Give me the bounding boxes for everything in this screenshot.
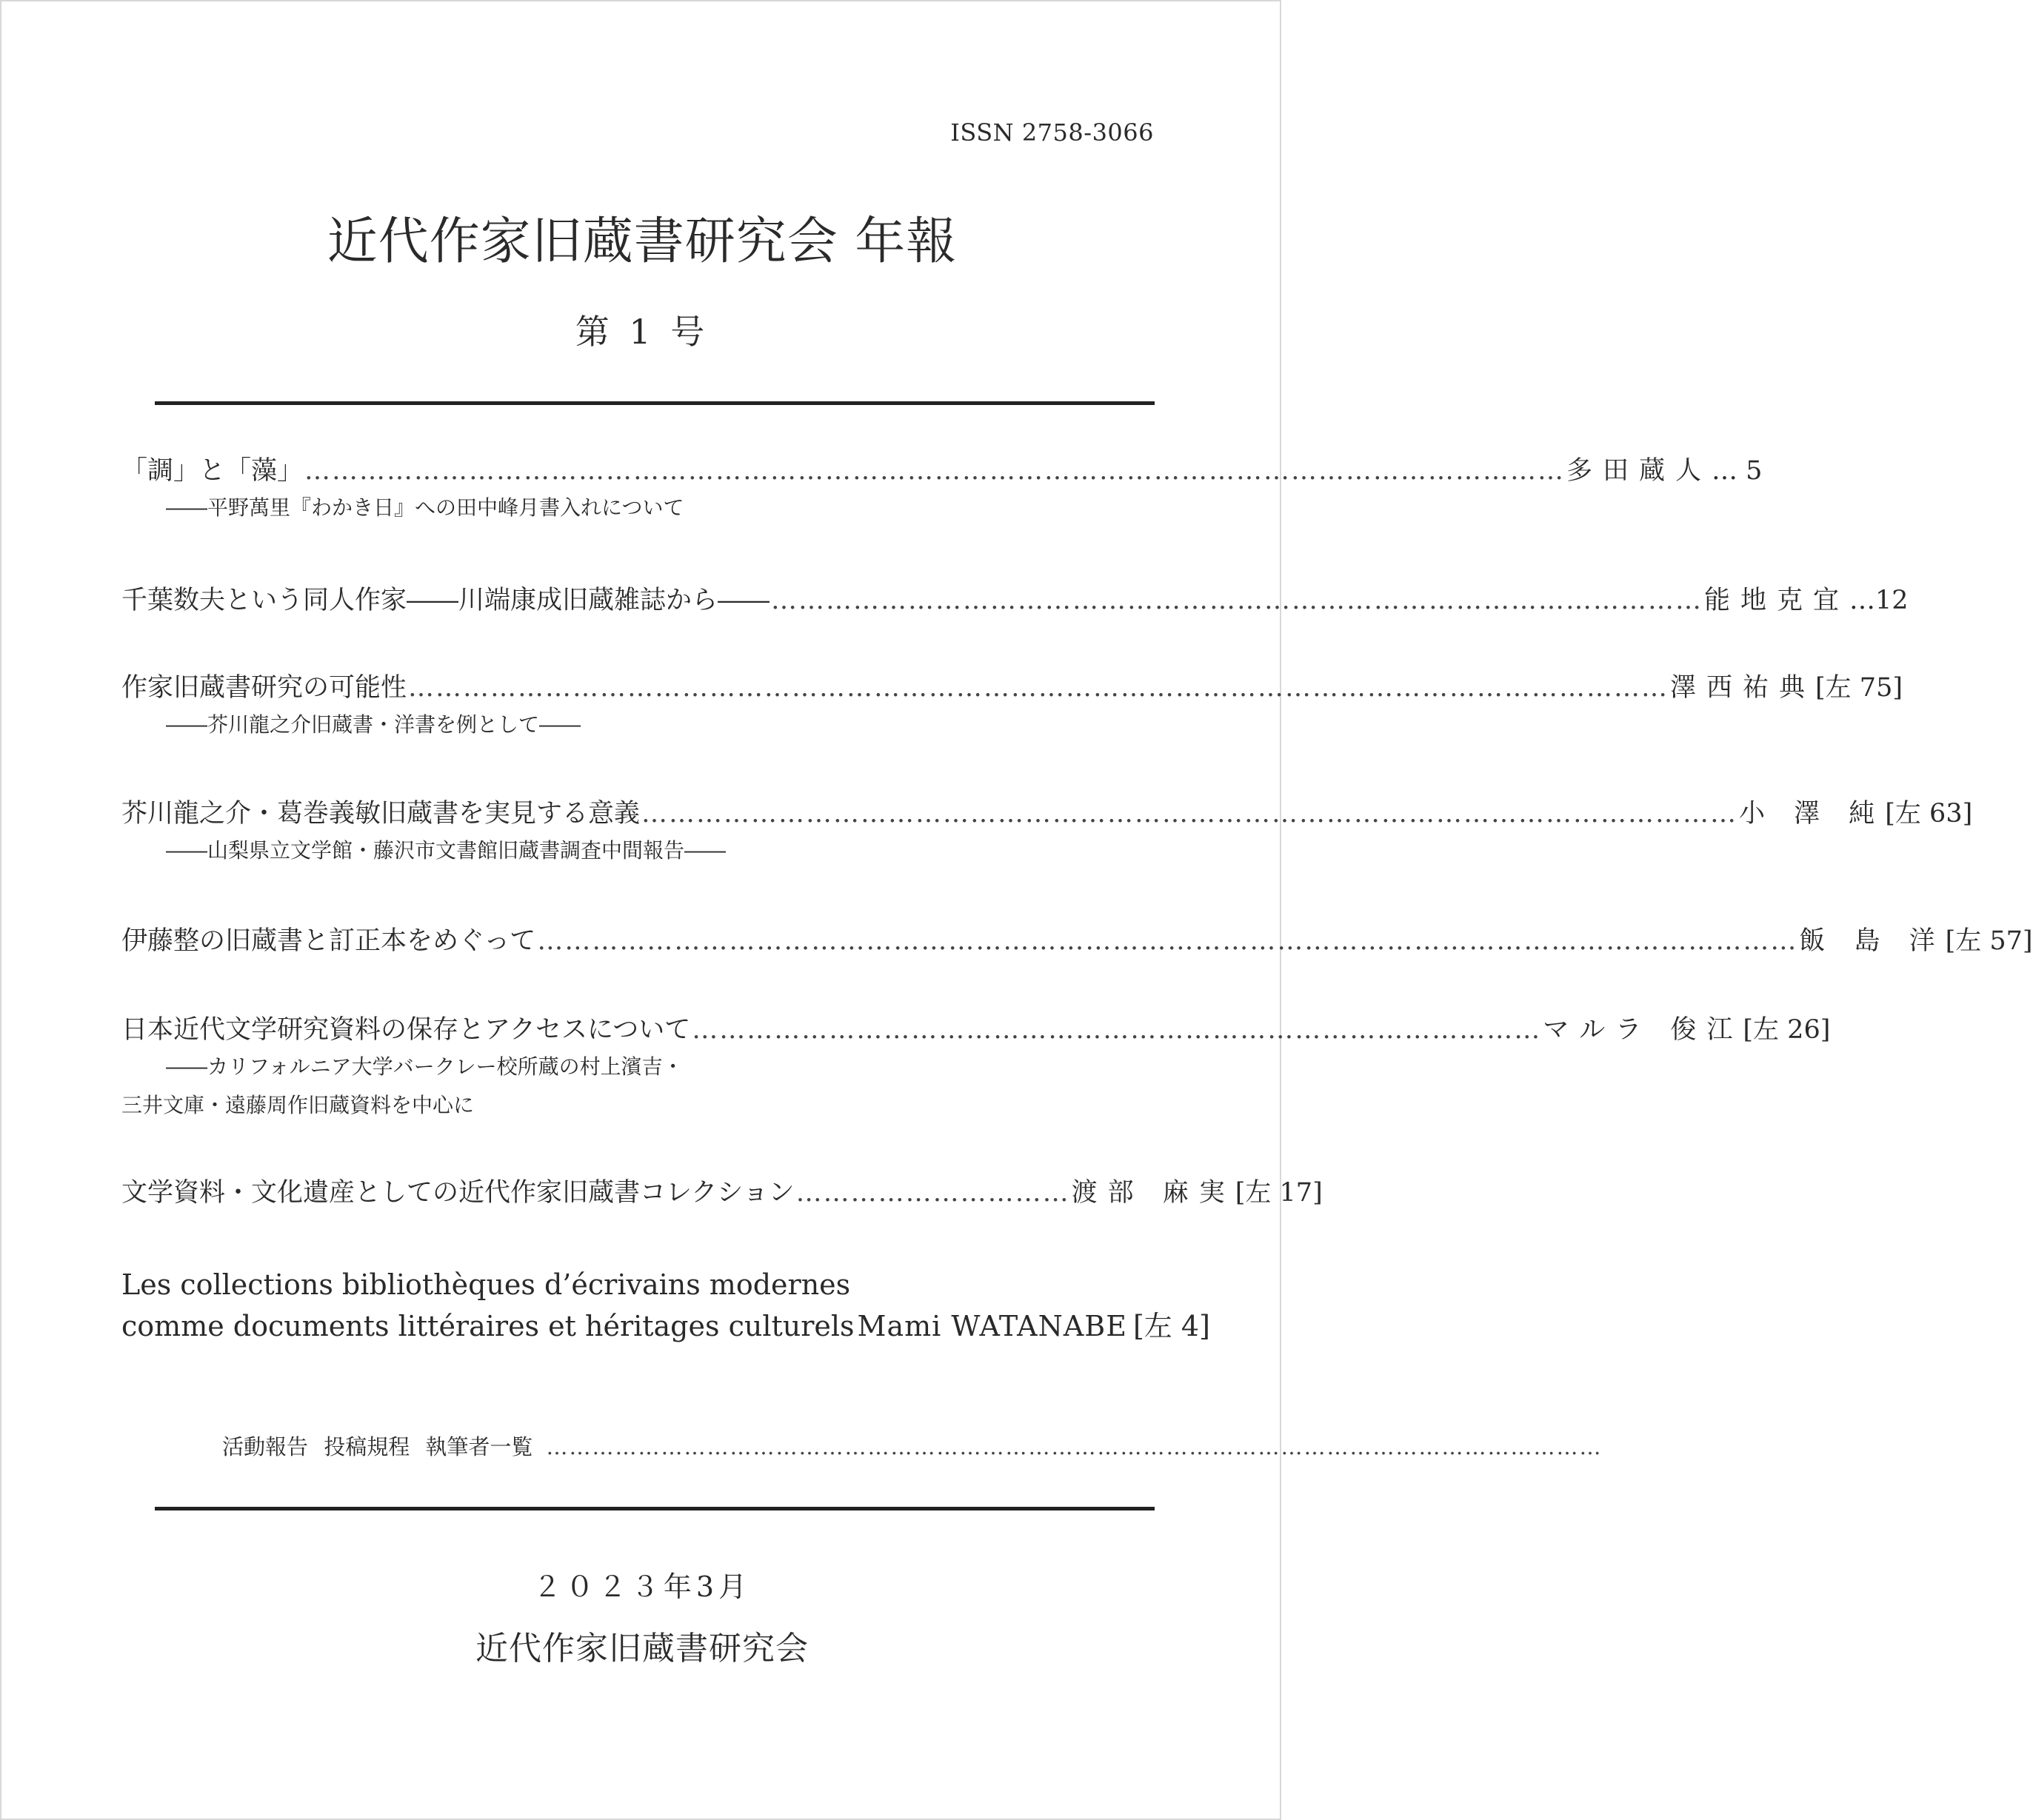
toc-entry-author: 能地克宜 — [1704, 586, 1850, 615]
toc-entry[interactable] — [121, 583, 1909, 618]
leader-dots: ………………………………………………………………………………………………………………………… — [408, 673, 1669, 703]
toc-entry-subtitle: ――芥川龍之介旧蔵書・洋書を例として―― — [166, 712, 581, 737]
toc-entry-author: マルラ 俊江 — [1543, 1015, 1743, 1045]
top-divider — [155, 401, 1155, 405]
toc-entry-page: [左 17] — [1235, 1178, 1323, 1208]
toc-entry-title: 「調」と「藻」 — [121, 456, 304, 486]
toc-entry-page: [左 75] — [1815, 673, 1903, 703]
toc-entry-author: Mami WATANABE — [857, 1310, 1127, 1342]
toc-entry-page: [左 26] — [1743, 1015, 1831, 1045]
toc-entry-title: 千葉数夫という同人作家――川端康成旧蔵雑誌から―― — [121, 586, 770, 615]
toc-entry-title: 芥川龍之介・葛巻義敏旧蔵書を実見する意義 — [121, 799, 641, 829]
leader-dots: ………………………… — [795, 1178, 1070, 1208]
toc-entry-subtitle: ――平野萬里『わかき日』への田中峰月書入れについて — [166, 495, 684, 520]
toc-entry-author: 多田蔵人 — [1566, 456, 1712, 486]
toc-entry-title: 文学資料・文化遺産としての近代作家旧蔵書コレクション — [121, 1178, 795, 1208]
publisher-name: 近代作家旧蔵書研究会 — [475, 1630, 809, 1667]
toc-entry-page: [左 63] — [1885, 799, 1973, 829]
misc-sections[interactable] — [222, 1431, 1603, 1461]
toc-entry[interactable] — [121, 1012, 1831, 1125]
leader-dots: ………………………………………………………………………………… — [692, 1015, 1542, 1045]
toc-entry[interactable] — [121, 923, 2033, 959]
toc-entry[interactable] — [121, 453, 1763, 527]
toc-entry-title: 伊藤整の旧蔵書と訂正本をめぐって — [121, 926, 536, 956]
toc-entry-author: 澤西祐典 — [1670, 673, 1816, 703]
leader-dots: ………………………………………………………………………………………………………………………… — [537, 926, 1798, 956]
toc-entry[interactable] — [121, 796, 1973, 870]
toc-entry-title: 日本近代文学研究資料の保存とアクセスについて — [121, 1015, 691, 1045]
toc-entry-title: 作家旧蔵書研究の可能性 — [121, 673, 407, 703]
toc-entry-page: …12 — [1849, 586, 1909, 615]
leader-dots: ………………………………………………………………………………………………………………………… — [546, 1434, 1603, 1459]
bottom-divider — [155, 1507, 1155, 1510]
toc-entry-page: [左 4] — [1132, 1310, 1210, 1342]
toc-entry-title: Les collections bibliothèques d’écrivains modernes — [121, 1268, 851, 1301]
toc-entry-author: 飯 島 洋 — [1799, 926, 1946, 956]
issn: ISSN 2758-3066 — [950, 118, 1154, 147]
publication-date: ２０２３年3月 — [533, 1570, 752, 1603]
journal-title: 近代作家旧蔵書研究会 年報 — [327, 213, 958, 271]
toc-entry-page: … 5 — [1712, 456, 1763, 486]
toc-entry[interactable] — [121, 670, 1903, 744]
leader-dots: ………………………………………………………………………………………………………… — [641, 799, 1738, 829]
toc-entry[interactable] — [121, 1175, 1323, 1211]
toc-entry-author: 渡部 麻実 — [1071, 1178, 1235, 1208]
leader-dots: ………………………………………………………………………………………………………………………… — [304, 456, 1566, 486]
toc-entry-subtitle: ――山梨県立文学館・藤沢市文書館旧蔵書調査中間報告―― — [166, 838, 727, 863]
toc-entry-title: comme documents littéraires et héritages culturels — [121, 1310, 855, 1342]
misc-sections-label: 活動報告 投稿規程 執筆者一覧 — [222, 1434, 533, 1459]
toc-entry-author: 小 澤 純 — [1739, 799, 1886, 829]
toc-entry-subtitle: ――カリフォルニア大学バークレー校所蔵の村上濱吉・ — [166, 1054, 684, 1079]
toc-entry-page: [左 57] — [1945, 926, 2033, 956]
toc-entry-subtitle: 三井文庫・遠藤周作旧蔵資料を中心に — [121, 1093, 475, 1117]
toc-entry[interactable] — [121, 1264, 1210, 1347]
issue-number: 第 1 号 — [575, 312, 710, 352]
leader-dots: ………………………………………………………………………………………… — [771, 586, 1703, 615]
